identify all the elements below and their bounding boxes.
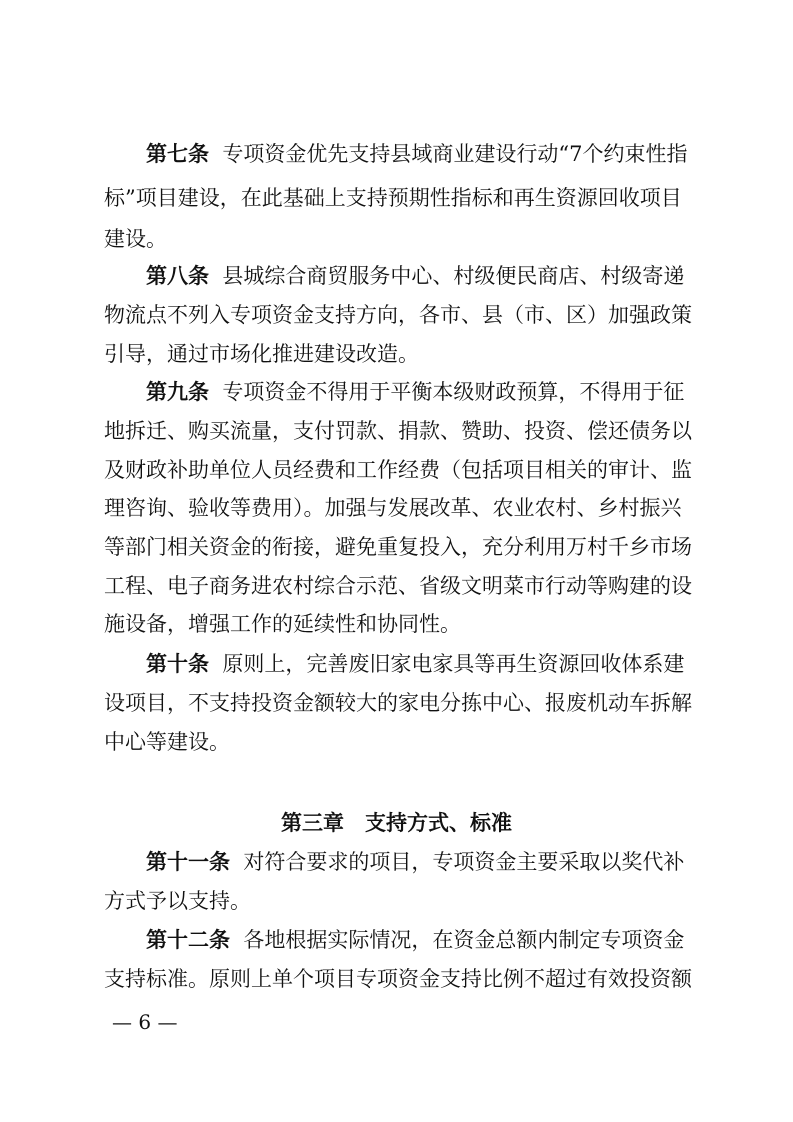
article-11-heading: 第十一条	[146, 850, 230, 874]
article-9-line-4: 理咨询、验收等费用）。加强与发展改革、农业农村、乡村振兴	[104, 496, 682, 520]
chapter-3-heading: 第三章 支持方式、标准	[281, 811, 512, 835]
article-9-line-5: 等部门相关资金的衔接，避免重复投入，充分利用万村千乡市场	[104, 535, 692, 559]
article-9-text: 专项资金不得用于平衡本级财政预算，不得用于征	[222, 380, 685, 404]
article-8-line-2: 物流点不列入专项资金支持方向，各市、县（市、区）加强政策	[104, 303, 692, 327]
article-7-text: 专项资金优先支持县域商业建设行动“7个约束性指	[222, 142, 688, 166]
article-12-line-1	[146, 924, 694, 956]
article-8-text: 县城综合商贸服务中心、村级便民商店、村级寄递	[222, 264, 685, 288]
article-9-line-7: 施设备，增强工作的延续性和协同性。	[104, 612, 461, 636]
article-10-line-1	[146, 648, 694, 680]
article-12-text: 各地根据实际情况，在资金总额内制定专项资金	[243, 928, 685, 952]
page-number: — 6 —	[112, 1010, 178, 1034]
article-7-heading: 第七条	[146, 142, 209, 166]
article-11-text: 对符合要求的项目，专项资金主要采取以奖代补	[243, 850, 685, 874]
article-8-heading: 第八条	[146, 264, 209, 288]
article-11-line-2: 方式予以支持。	[104, 889, 251, 913]
article-12-heading: 第十二条	[146, 928, 230, 952]
article-10-text: 原则上，完善废旧家电家具等再生资源回收体系建	[222, 652, 685, 676]
article-9-line-6: 工程、电子商务进农村综合示范、省级文明菜市行动等购建的设	[104, 574, 692, 598]
article-8-line-3: 引导，通过市场化推进建设改造。	[104, 342, 419, 366]
article-7-line-3: 建设。	[104, 227, 167, 251]
article-7-line-1	[146, 138, 694, 170]
article-11-line-1	[146, 846, 694, 878]
article-8-line-1	[146, 260, 694, 292]
article-10-line-3: 中心等建设。	[104, 730, 230, 754]
article-10-heading: 第十条	[146, 652, 209, 676]
article-9-line-1	[146, 376, 694, 408]
article-12-line-2: 支持标准。原则上单个项目专项资金支持比例不超过有效投资额	[104, 967, 692, 991]
article-9-line-3: 及财政补助单位人员经费和工作经费（包括项目相关的审计、监	[104, 458, 692, 482]
article-7-line-2: 标”项目建设，在此基础上支持预期性指标和再生资源回收项目	[104, 186, 682, 210]
article-9-line-2: 地拆迁、购买流量，支付罚款、捐款、赞助、投资、偿还债务以	[104, 419, 692, 443]
article-10-line-2: 设项目，不支持投资金额较大的家电分拣中心、报废机动车拆解	[104, 691, 692, 715]
article-9-heading: 第九条	[146, 380, 209, 404]
